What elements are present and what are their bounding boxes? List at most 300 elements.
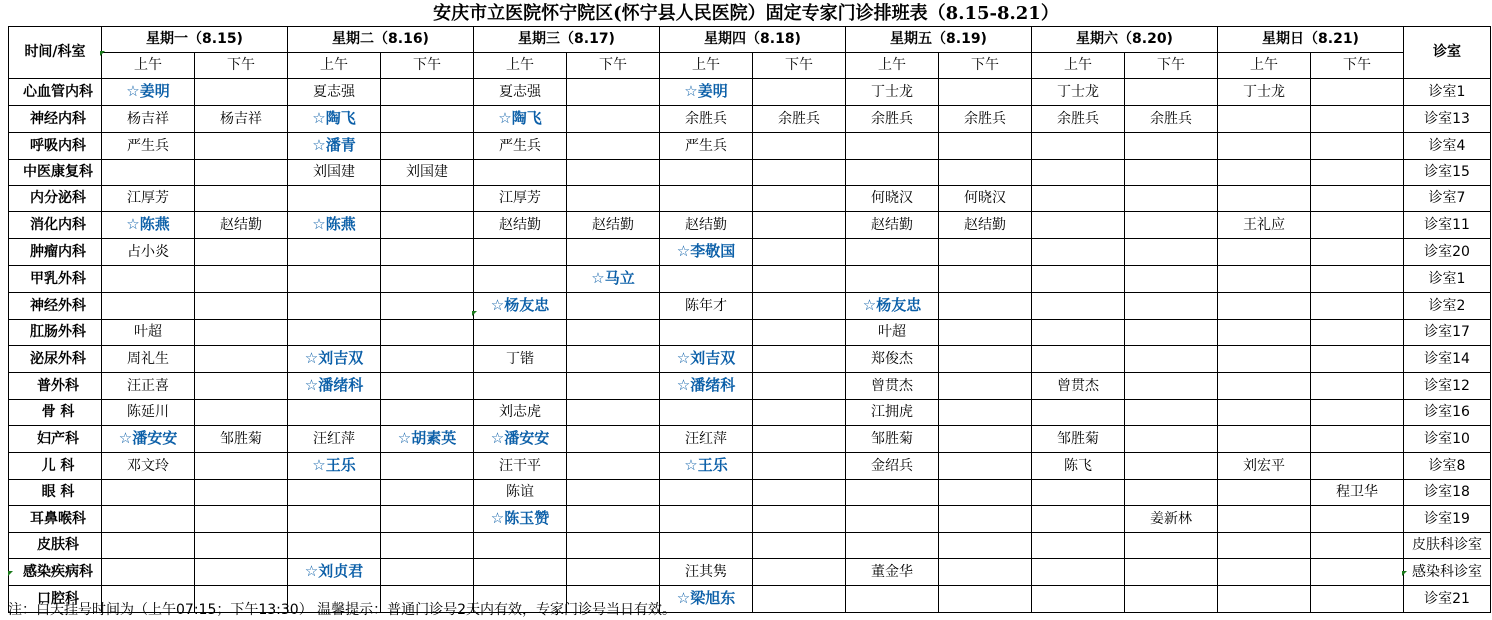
pm-doctor-cell <box>939 586 1032 613</box>
cell-marker <box>472 311 477 316</box>
pm-doctor-cell <box>939 293 1032 320</box>
pm-doctor-cell <box>1311 266 1404 293</box>
doctor-name: 邹胜菊 <box>1057 430 1099 447</box>
pm-doctor-cell <box>1311 239 1404 266</box>
cell-marker <box>1402 571 1407 576</box>
am-doctor-cell <box>1032 400 1125 426</box>
doctor-name: 邹胜菊 <box>871 430 913 447</box>
doctor-name: 何晓汉 <box>964 190 1006 206</box>
am-doctor-cell <box>1032 106 1125 133</box>
pm-doctor-cell <box>567 426 660 453</box>
table-row <box>9 373 1491 400</box>
am-doctor-cell <box>1218 373 1311 400</box>
clinic-room: 诊室4 <box>1404 133 1491 160</box>
pm-doctor-cell <box>939 133 1032 160</box>
table-row <box>9 320 1491 346</box>
am-doctor-cell <box>102 133 195 160</box>
am-doctor-cell <box>660 426 753 453</box>
am-doctor-cell <box>474 266 567 293</box>
doctor-name: 余胜兵 <box>964 110 1006 127</box>
doctor-name: 汪干平 <box>499 457 541 474</box>
clinic-room: 诊室10 <box>1404 426 1491 453</box>
am-doctor-cell <box>1032 373 1125 400</box>
schedule-table <box>8 26 1491 613</box>
schedule-body <box>9 79 1491 613</box>
day-header: 星期四（8.18) <box>660 27 846 53</box>
pm-doctor-cell <box>939 426 1032 453</box>
pm-doctor-cell <box>939 186 1032 212</box>
am-doctor-cell <box>474 506 567 533</box>
am-doctor-cell <box>288 426 381 453</box>
pm-doctor-cell <box>195 373 288 400</box>
am-doctor-cell <box>1218 160 1311 186</box>
am-doctor-cell <box>474 293 567 320</box>
doctor-name: 刘宏平 <box>1243 457 1285 474</box>
clinic-room: 诊室12 <box>1404 373 1491 400</box>
pm-doctor-cell <box>939 559 1032 586</box>
am-doctor-cell <box>474 453 567 480</box>
doctor-name: ☆刘贞君 <box>304 562 364 580</box>
doctor-name: 金绍兵 <box>871 457 913 474</box>
department-name: 普外科 <box>9 373 102 400</box>
pm-doctor-cell <box>195 453 288 480</box>
clinic-room: 诊室19 <box>1404 506 1491 533</box>
department-name: 感染疾病科 <box>9 559 102 586</box>
department-name: 耳鼻喉科 <box>9 506 102 533</box>
doctor-name: 刘国建 <box>313 164 355 180</box>
pm-doctor-cell <box>195 106 288 133</box>
department-name: 消化内科 <box>9 212 102 239</box>
pm-header: 下午 <box>1311 53 1404 79</box>
doctor-name: 曾贯杰 <box>871 377 913 394</box>
am-doctor-cell <box>102 160 195 186</box>
pm-doctor-cell <box>1125 373 1218 400</box>
pm-doctor-cell <box>381 480 474 506</box>
department-name: 肛肠外科 <box>9 320 102 346</box>
pm-doctor-cell <box>567 266 660 293</box>
day-header: 星期日（8.21) <box>1218 27 1404 53</box>
am-doctor-cell <box>1032 293 1125 320</box>
pm-doctor-cell <box>1125 453 1218 480</box>
pm-doctor-cell <box>1311 400 1404 426</box>
pm-doctor-cell <box>381 133 474 160</box>
doctor-name: 严生兵 <box>499 137 541 154</box>
day-header: 星期一（8.15) <box>102 27 288 53</box>
am-doctor-cell <box>846 426 939 453</box>
am-doctor-cell <box>1218 186 1311 212</box>
department-name: 泌尿外科 <box>9 346 102 373</box>
doctor-name: ☆陶飞 <box>312 109 356 127</box>
pm-doctor-cell <box>381 293 474 320</box>
pm-doctor-cell <box>1311 533 1404 559</box>
am-doctor-cell <box>474 212 567 239</box>
pm-doctor-cell <box>1311 480 1404 506</box>
am-doctor-cell <box>474 480 567 506</box>
pm-doctor-cell <box>939 212 1032 239</box>
clinic-room: 皮肤科诊室 <box>1404 533 1491 559</box>
pm-header: 下午 <box>567 53 660 79</box>
am-doctor-cell <box>474 400 567 426</box>
am-doctor-cell <box>846 160 939 186</box>
pm-doctor-cell <box>381 212 474 239</box>
doctor-name: 郑俊杰 <box>871 350 913 367</box>
pm-header: 下午 <box>381 53 474 79</box>
day-header: 星期二（8.16) <box>288 27 474 53</box>
doctor-name: 陈年才 <box>685 297 727 314</box>
clinic-room: 诊室1 <box>1404 266 1491 293</box>
doctor-name: 叶超 <box>878 324 906 340</box>
department-name: 肿瘤内科 <box>9 239 102 266</box>
am-doctor-cell <box>1218 400 1311 426</box>
table-row <box>9 106 1491 133</box>
am-doctor-cell <box>846 239 939 266</box>
am-doctor-cell <box>846 212 939 239</box>
pm-doctor-cell <box>195 559 288 586</box>
doctor-name: ☆杨友忠 <box>862 296 922 314</box>
pm-doctor-cell <box>567 346 660 373</box>
doctor-name: 余胜兵 <box>1150 110 1192 127</box>
am-doctor-cell <box>474 426 567 453</box>
am-doctor-cell <box>288 293 381 320</box>
pm-doctor-cell <box>753 400 846 426</box>
pm-doctor-cell <box>753 160 846 186</box>
am-doctor-cell <box>1032 239 1125 266</box>
doctor-name: 江厚芳 <box>499 190 541 206</box>
doctor-name: ☆王乐 <box>312 456 356 474</box>
am-doctor-cell <box>288 133 381 160</box>
clinic-room: 诊室17 <box>1404 320 1491 346</box>
pm-doctor-cell <box>1311 133 1404 160</box>
am-header: 上午 <box>846 53 939 79</box>
doctor-name: 余胜兵 <box>685 110 727 127</box>
doctor-name: 杨吉祥 <box>220 110 262 127</box>
am-doctor-cell <box>1218 506 1311 533</box>
pm-doctor-cell <box>939 453 1032 480</box>
doctor-name: 刘志虎 <box>499 404 541 420</box>
pm-doctor-cell <box>1125 586 1218 613</box>
am-doctor-cell <box>102 506 195 533</box>
clinic-room: 诊室21 <box>1404 586 1491 613</box>
am-doctor-cell <box>1218 212 1311 239</box>
pm-doctor-cell <box>753 426 846 453</box>
pm-doctor-cell <box>381 320 474 346</box>
am-doctor-cell <box>1032 480 1125 506</box>
doctor-name: ☆潘绪科 <box>676 376 736 394</box>
am-doctor-cell <box>1218 79 1311 106</box>
table-row <box>9 79 1491 106</box>
pm-doctor-cell <box>1311 293 1404 320</box>
doctor-name: 丁士龙 <box>871 83 913 100</box>
pm-doctor-cell <box>567 293 660 320</box>
pm-doctor-cell <box>939 106 1032 133</box>
pm-doctor-cell <box>939 266 1032 293</box>
pm-doctor-cell <box>753 266 846 293</box>
am-doctor-cell <box>288 533 381 559</box>
am-doctor-cell <box>288 506 381 533</box>
pm-doctor-cell <box>567 533 660 559</box>
pm-doctor-cell <box>567 212 660 239</box>
doctor-name: 汪红萍 <box>313 430 355 447</box>
doctor-name: 周礼生 <box>127 350 169 367</box>
am-doctor-cell <box>846 133 939 160</box>
pm-doctor-cell <box>381 506 474 533</box>
department-name: 神经内科 <box>9 106 102 133</box>
doctor-name: 江拥虎 <box>871 404 913 420</box>
table-row <box>9 266 1491 293</box>
doctor-name: 姜新林 <box>1150 510 1192 527</box>
pm-doctor-cell <box>567 133 660 160</box>
doctor-name: 杨吉祥 <box>127 110 169 127</box>
pm-doctor-cell <box>753 320 846 346</box>
pm-doctor-cell <box>1125 266 1218 293</box>
am-doctor-cell <box>1218 480 1311 506</box>
pm-doctor-cell <box>1125 79 1218 106</box>
am-doctor-cell <box>102 453 195 480</box>
am-doctor-cell <box>474 373 567 400</box>
am-doctor-cell <box>1032 266 1125 293</box>
pm-doctor-cell <box>567 79 660 106</box>
am-doctor-cell <box>288 346 381 373</box>
am-doctor-cell <box>1032 79 1125 106</box>
pm-doctor-cell <box>1125 559 1218 586</box>
department-name: 心血管内科 <box>9 79 102 106</box>
doctor-name: 占小炎 <box>127 243 169 260</box>
am-doctor-cell <box>102 212 195 239</box>
am-doctor-cell <box>1218 239 1311 266</box>
pm-doctor-cell <box>753 453 846 480</box>
doctor-name: ☆姜明 <box>126 82 170 100</box>
pm-doctor-cell <box>195 400 288 426</box>
room-header: 诊室 <box>1404 27 1491 79</box>
pm-doctor-cell <box>567 186 660 212</box>
am-doctor-cell <box>660 79 753 106</box>
am-doctor-cell <box>288 106 381 133</box>
doctor-name: 严生兵 <box>127 137 169 154</box>
table-row <box>9 453 1491 480</box>
pm-doctor-cell <box>1125 239 1218 266</box>
am-doctor-cell <box>1032 506 1125 533</box>
am-doctor-cell <box>288 239 381 266</box>
table-row <box>9 239 1491 266</box>
am-doctor-cell <box>102 426 195 453</box>
pm-doctor-cell <box>195 320 288 346</box>
doctor-name: ☆刘吉双 <box>304 349 364 367</box>
doctor-name: 赵结勤 <box>964 216 1006 233</box>
pm-doctor-cell <box>567 373 660 400</box>
pm-doctor-cell <box>567 480 660 506</box>
clinic-room: 诊室13 <box>1404 106 1491 133</box>
doctor-name: ☆陶飞 <box>498 109 542 127</box>
am-doctor-cell <box>660 186 753 212</box>
pm-doctor-cell <box>195 506 288 533</box>
pm-doctor-cell <box>567 453 660 480</box>
am-doctor-cell <box>102 266 195 293</box>
doctor-name: 曾贯杰 <box>1057 377 1099 394</box>
pm-doctor-cell <box>1125 106 1218 133</box>
corner-header: 时间/科室 <box>9 27 102 79</box>
table-row <box>9 533 1491 559</box>
am-doctor-cell <box>102 559 195 586</box>
pm-doctor-cell <box>939 346 1032 373</box>
am-doctor-cell <box>288 186 381 212</box>
doctor-name: 何晓汉 <box>871 190 913 206</box>
doctor-name: 夏志强 <box>499 83 541 100</box>
clinic-room: 诊室8 <box>1404 453 1491 480</box>
pm-doctor-cell <box>567 239 660 266</box>
department-name: 眼 科 <box>9 480 102 506</box>
department-name: 皮肤科 <box>9 533 102 559</box>
pm-doctor-cell <box>195 133 288 160</box>
am-doctor-cell <box>102 320 195 346</box>
doctor-name: 汪正喜 <box>127 377 169 394</box>
footnote: 注：白天挂号时间为（上午07:15；下午13:30） 温馨提示：普通门诊号2天内有效，专家门诊号当日有效。 <box>8 602 677 618</box>
clinic-room: 诊室20 <box>1404 239 1491 266</box>
am-doctor-cell <box>474 79 567 106</box>
doctor-name: 陈延川 <box>127 404 169 420</box>
am-doctor-cell <box>660 533 753 559</box>
am-doctor-cell <box>1032 186 1125 212</box>
clinic-room: 诊室2 <box>1404 293 1491 320</box>
doctor-name: 赵结勤 <box>871 216 913 233</box>
doctor-name: ☆潘青 <box>312 136 356 154</box>
am-doctor-cell <box>846 346 939 373</box>
am-doctor-cell <box>288 400 381 426</box>
am-doctor-cell <box>1218 426 1311 453</box>
am-doctor-cell <box>102 346 195 373</box>
doctor-name: 汪红萍 <box>685 430 727 447</box>
doctor-name: 邓文玲 <box>127 457 169 474</box>
am-doctor-cell <box>288 266 381 293</box>
pm-doctor-cell <box>381 533 474 559</box>
am-doctor-cell <box>1032 586 1125 613</box>
pm-doctor-cell <box>381 266 474 293</box>
am-header: 上午 <box>474 53 567 79</box>
pm-doctor-cell <box>567 506 660 533</box>
am-doctor-cell <box>102 373 195 400</box>
doctor-name: 汪其隽 <box>685 563 727 580</box>
doctor-name: 江厚芳 <box>127 190 169 206</box>
am-doctor-cell <box>474 346 567 373</box>
doctor-name: 陈谊 <box>506 484 534 500</box>
am-doctor-cell <box>660 480 753 506</box>
clinic-room: 诊室15 <box>1404 160 1491 186</box>
am-doctor-cell <box>846 293 939 320</box>
table-row <box>9 346 1491 373</box>
pm-doctor-cell <box>1125 506 1218 533</box>
table-row <box>9 559 1491 586</box>
am-doctor-cell <box>102 106 195 133</box>
am-doctor-cell <box>846 559 939 586</box>
pm-doctor-cell <box>753 133 846 160</box>
doctor-name: 陈飞 <box>1064 457 1092 474</box>
clinic-room: 诊室18 <box>1404 480 1491 506</box>
am-doctor-cell <box>1218 266 1311 293</box>
pm-doctor-cell <box>753 373 846 400</box>
pm-doctor-cell <box>753 533 846 559</box>
pm-doctor-cell <box>381 346 474 373</box>
clinic-room: 诊室11 <box>1404 212 1491 239</box>
pm-doctor-cell <box>1311 160 1404 186</box>
table-row <box>9 133 1491 160</box>
am-doctor-cell <box>474 320 567 346</box>
pm-doctor-cell <box>567 320 660 346</box>
am-doctor-cell <box>660 266 753 293</box>
pm-doctor-cell <box>1125 293 1218 320</box>
am-doctor-cell <box>474 239 567 266</box>
am-doctor-cell <box>660 239 753 266</box>
pm-doctor-cell <box>1125 346 1218 373</box>
pm-doctor-cell <box>753 212 846 239</box>
pm-doctor-cell <box>1311 212 1404 239</box>
am-doctor-cell <box>474 106 567 133</box>
doctor-name: 丁士龙 <box>1057 83 1099 100</box>
am-doctor-cell <box>1218 559 1311 586</box>
doctor-name: ☆李敬国 <box>676 242 736 260</box>
doctor-name: ☆姜明 <box>684 82 728 100</box>
department-name: 甲乳外科 <box>9 266 102 293</box>
am-doctor-cell <box>846 480 939 506</box>
pm-doctor-cell <box>1311 373 1404 400</box>
am-doctor-cell <box>1218 533 1311 559</box>
am-doctor-cell <box>846 586 939 613</box>
pm-doctor-cell <box>1311 426 1404 453</box>
day-header-row <box>9 27 1491 53</box>
pm-doctor-cell <box>1125 186 1218 212</box>
am-doctor-cell <box>1218 320 1311 346</box>
am-doctor-cell <box>846 79 939 106</box>
am-doctor-cell <box>1218 453 1311 480</box>
day-header: 星期六（8.20) <box>1032 27 1218 53</box>
am-doctor-cell <box>288 480 381 506</box>
pm-header: 下午 <box>1125 53 1218 79</box>
am-doctor-cell <box>1032 212 1125 239</box>
am-doctor-cell <box>846 106 939 133</box>
pm-doctor-cell <box>753 586 846 613</box>
page-title: 安庆市立医院怀宁院区(怀宁县人民医院）固定专家门诊排班表（8.15-8.21） <box>433 3 1059 24</box>
am-doctor-cell <box>1218 133 1311 160</box>
pm-doctor-cell <box>939 160 1032 186</box>
table-row <box>9 480 1491 506</box>
pm-doctor-cell <box>1311 346 1404 373</box>
am-doctor-cell <box>288 559 381 586</box>
pm-doctor-cell <box>753 79 846 106</box>
am-doctor-cell <box>660 293 753 320</box>
pm-doctor-cell <box>939 373 1032 400</box>
pm-doctor-cell <box>567 160 660 186</box>
doctor-name: 余胜兵 <box>1057 110 1099 127</box>
am-doctor-cell <box>1218 586 1311 613</box>
am-doctor-cell <box>102 293 195 320</box>
am-doctor-cell <box>660 133 753 160</box>
am-doctor-cell <box>1032 533 1125 559</box>
pm-doctor-cell <box>753 480 846 506</box>
am-doctor-cell <box>288 79 381 106</box>
doctor-name: 董金华 <box>871 563 913 580</box>
pm-doctor-cell <box>939 320 1032 346</box>
pm-doctor-cell <box>1125 426 1218 453</box>
pm-doctor-cell <box>753 106 846 133</box>
am-doctor-cell <box>660 506 753 533</box>
pm-doctor-cell <box>1311 186 1404 212</box>
day-header: 星期三（8.17) <box>474 27 660 53</box>
am-doctor-cell <box>474 160 567 186</box>
doctor-name: ☆潘绪科 <box>304 376 364 394</box>
pm-doctor-cell <box>381 559 474 586</box>
am-doctor-cell <box>1032 320 1125 346</box>
pm-doctor-cell <box>1125 400 1218 426</box>
department-name: 内分泌科 <box>9 186 102 212</box>
am-doctor-cell <box>474 533 567 559</box>
